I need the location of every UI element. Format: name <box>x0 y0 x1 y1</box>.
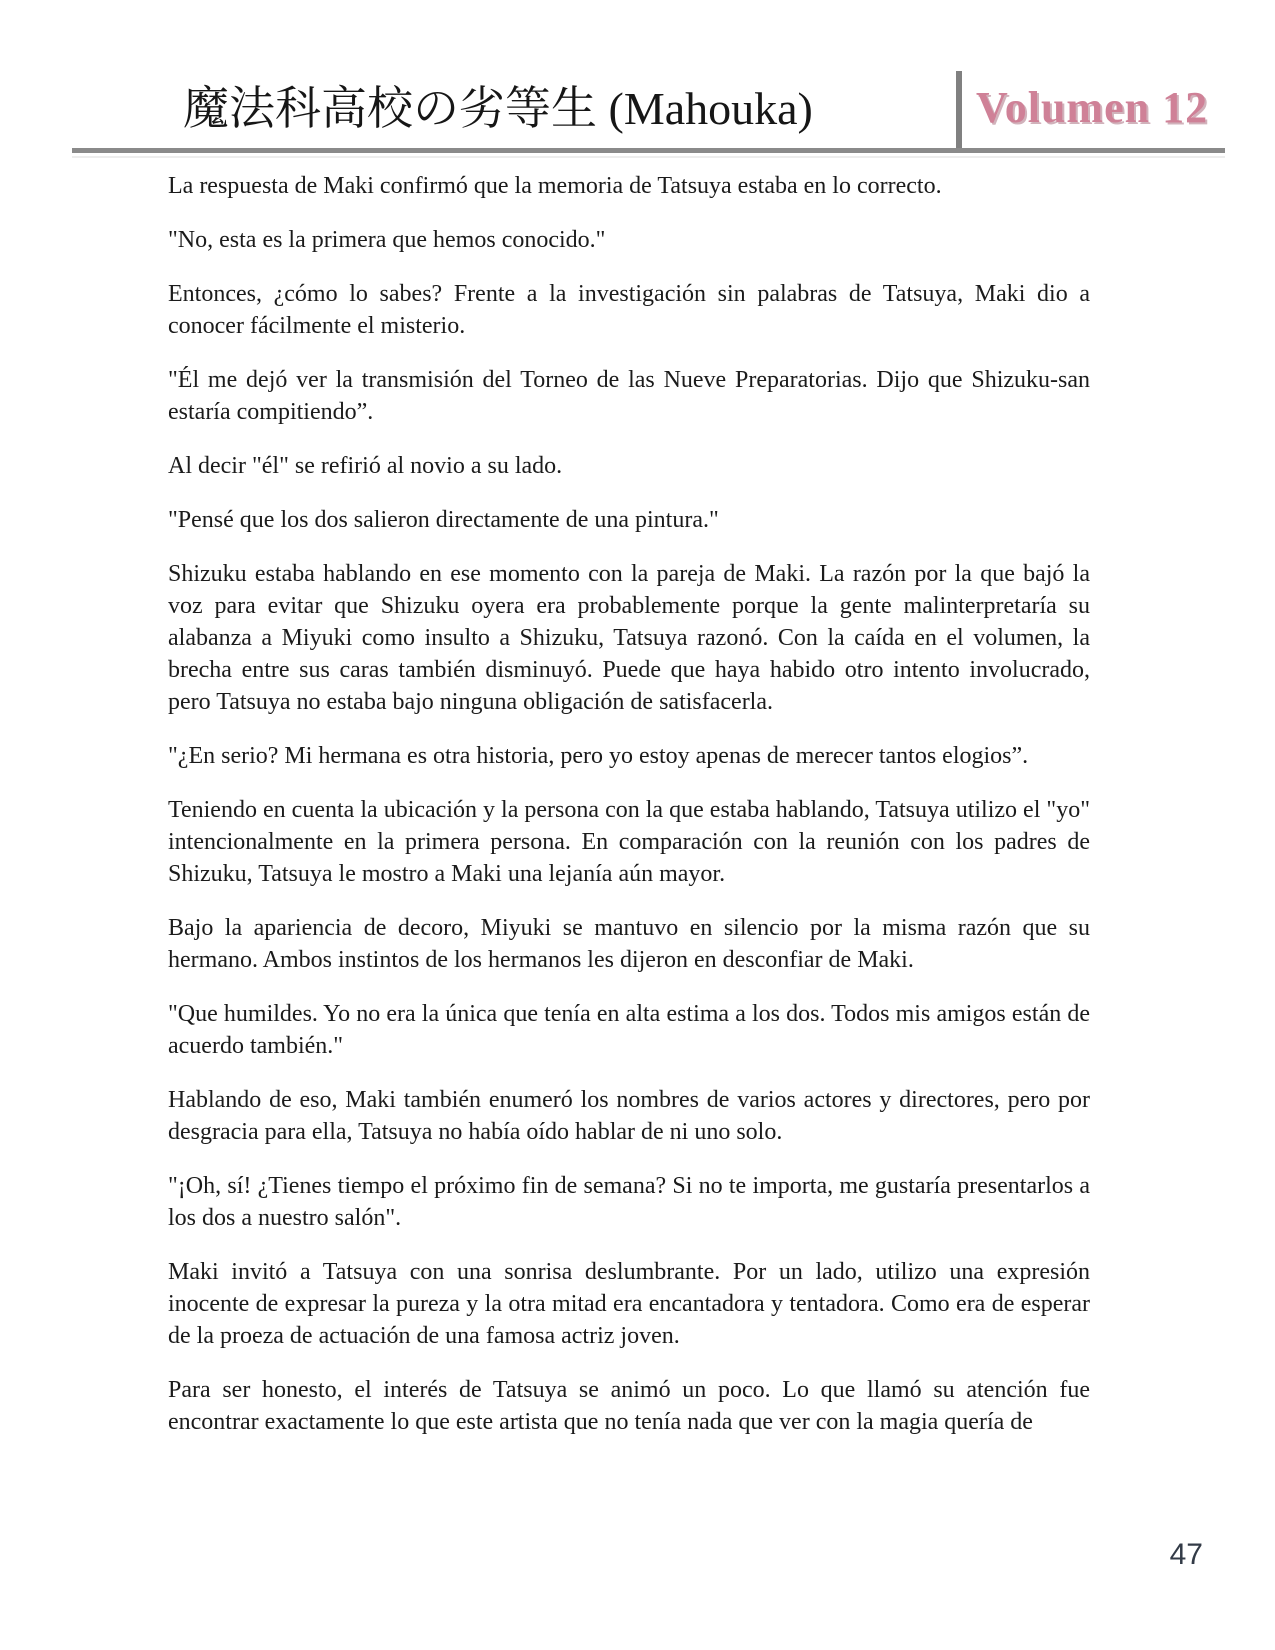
paragraph: Hablando de eso, Maki también enumeró los nombres de varios actores y directores, pero por desgracia para ella, Tatsuya no había oído hablar de ni uno solo. <box>168 1087 1090 1145</box>
paragraph: Para ser honesto, el interés de Tatsuya se animó un poco. Lo que llamó su atención fue encontrar exactamente lo que este artista que no tenía nada que ver con la magia quería de <box>168 1377 1090 1435</box>
paragraph: Shizuku estaba hablando en ese momento con la pareja de Maki. La razón por la que bajó la voz para evitar que Shizuku oyera era probablemente porque la gente malinterpretaría su alabanza a Miyuki como insulto a Shizuku, Tatsuya razonó. Con la caída en el volumen, la brecha entre sus caras también disminuyó. Puede que haya habido otro intento involucrado, pero Tatsuya no estaba bajo ninguna obligación de satisfacerla. <box>168 561 1090 715</box>
page-title: 魔法科高校の劣等生 (Mahouka) <box>183 83 813 134</box>
paragraph: Entonces, ¿cómo lo sabes? Frente a la investigación sin palabras de Tatsuya, Maki dio a conocer fácilmente el misterio. <box>168 281 1090 339</box>
paragraph: "Él me dejó ver la transmisión del Torneo de las Nueve Preparatorias. Dijo que Shizuku-san estaría compitiendo”. <box>168 367 1090 425</box>
header-vertical-divider <box>956 71 962 148</box>
paragraph: Maki invitó a Tatsuya con una sonrisa deslumbrante. Por un lado, utilizo una expresión inocente de expresar la pureza y la otra mitad era encantadora y tentadora. Como era de esperar de la proeza de actuación de una famosa actriz joven. <box>168 1259 1090 1349</box>
header-rule-shadow <box>72 156 1225 158</box>
paragraph: Bajo la apariencia de decoro, Miyuki se mantuvo en silencio por la misma razón que su hermano. Ambos instintos de los hermanos les dijeron en desconfiar de Maki. <box>168 915 1090 973</box>
paragraph: Al decir "él" se refirió al novio a su lado. <box>168 453 563 479</box>
paragraph: "¡Oh, sí! ¿Tienes tiempo el próximo fin de semana? Si no te importa, me gustaría presentarlos a los dos a nuestro salón". <box>168 1173 1090 1231</box>
paragraph: "Pensé que los dos salieron directamente de una pintura." <box>168 507 719 533</box>
paragraph: "¿En serio? Mi hermana es otra historia, pero yo estoy apenas de merecer tantos elogios”. <box>168 743 1029 769</box>
paragraph: "Que humildes. Yo no era la única que tenía en alta estima a los dos. Todos mis amigos están de acuerdo también." <box>168 1001 1090 1059</box>
paragraph: "No, esta es la primera que hemos conocido." <box>168 227 606 253</box>
body-text <box>168 170 1090 1460</box>
paragraph: La respuesta de Maki confirmó que la memoria de Tatsuya estaba en lo correcto. <box>168 173 942 199</box>
page-number: 47 <box>1169 1538 1203 1571</box>
volume-label: Volumen 12 <box>976 83 1209 132</box>
header-horizontal-rule <box>72 148 1225 153</box>
paragraph: Teniendo en cuenta la ubicación y la persona con la que estaba hablando, Tatsuya utilizo el "yo" intencionalmente en la primera persona. En comparación con la reunión con los padres de Shizuku, Tatsuya le mostro a Maki una lejanía aún mayor. <box>168 797 1090 887</box>
